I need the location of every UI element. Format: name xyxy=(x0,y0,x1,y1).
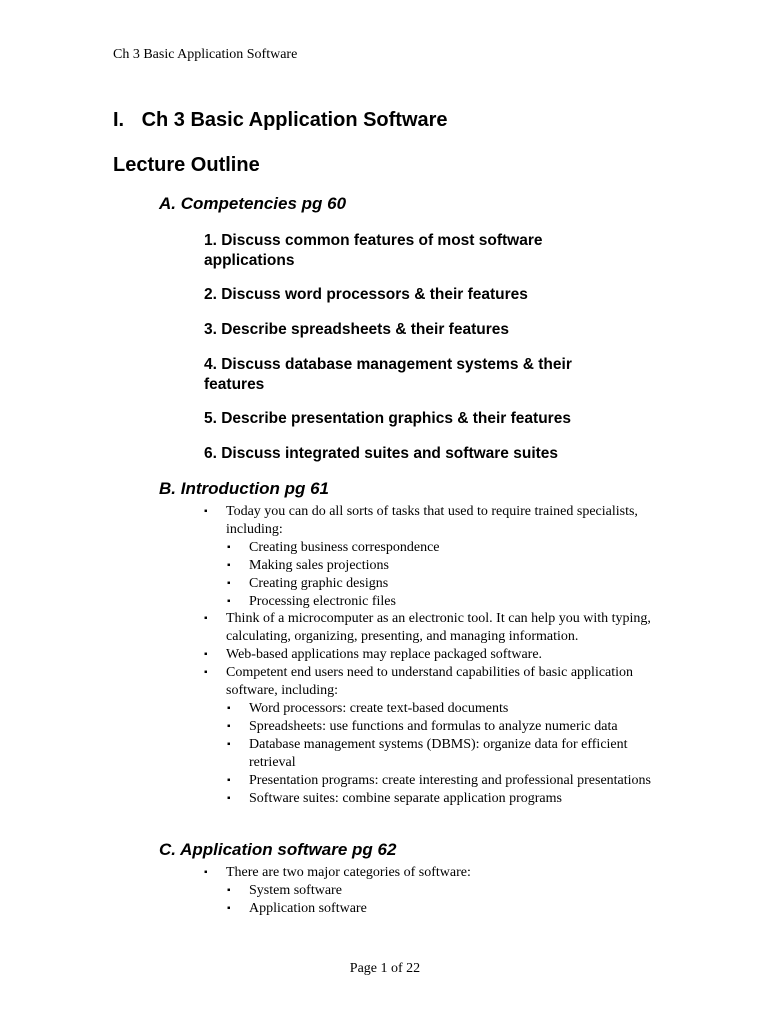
list-item-text: Spreadsheets: use functions and formulas to analyze numeric data xyxy=(249,718,618,734)
competency-item-3: 3. Describe spreadsheets & their features xyxy=(204,321,509,338)
list-item-text: Web-based applications may replace packaged software. xyxy=(226,647,543,663)
bullet-icon: ▪ xyxy=(227,595,231,607)
list-item xyxy=(227,700,674,718)
running-header: Ch 3 Basic Application Software xyxy=(113,47,298,62)
bullet-icon: ▪ xyxy=(227,702,231,714)
list-item-text: Presentation programs: create interesting and professional presentations xyxy=(249,772,651,788)
list-item xyxy=(204,646,674,664)
bullet-icon: ▪ xyxy=(227,738,231,750)
competency-item-1: 1. Discuss common features of most software applications xyxy=(204,232,543,269)
bullet-icon: ▪ xyxy=(227,577,231,589)
bullet-icon: ▪ xyxy=(227,792,231,804)
list-item-text: System software xyxy=(249,882,342,898)
list-item-text: Creating business correspondence xyxy=(249,539,440,555)
list-item xyxy=(227,772,674,790)
bullet-icon: ▪ xyxy=(204,506,208,517)
list-item-text: Making sales projections xyxy=(249,557,389,573)
list-item xyxy=(227,882,674,900)
bullet-icon: ▪ xyxy=(227,541,231,553)
bullet-icon: ▪ xyxy=(227,902,231,914)
list-item-text: Word processors: create text-based documents xyxy=(249,700,509,716)
list-item xyxy=(204,610,674,646)
bullet-icon: ▪ xyxy=(227,720,231,732)
section-b-list xyxy=(204,503,674,807)
bullet-icon: ▪ xyxy=(227,884,231,896)
competency-item-5: 5. Describe presentation graphics & their features xyxy=(204,410,571,427)
list-item xyxy=(227,900,674,918)
list-item-text: Think of a microcomputer as an electronic tool. It can help you with typing, calculating, organizing, presenting, and managing information. xyxy=(226,611,651,645)
list-item-text: Processing electronic files xyxy=(249,593,396,609)
list-item xyxy=(227,539,674,557)
list-item xyxy=(227,557,674,575)
list-item xyxy=(227,718,674,736)
competency-item-2: 2. Discuss word processors & their features xyxy=(204,286,528,303)
list-item xyxy=(204,664,674,700)
bullet-icon: ▪ xyxy=(227,559,231,571)
bullet-icon: ▪ xyxy=(204,667,208,679)
document-title xyxy=(113,109,448,132)
list-item-text: There are two major categories of software: xyxy=(226,865,471,880)
section-a-heading: A. Competencies pg 60 xyxy=(159,194,347,213)
bullet-icon: ▪ xyxy=(204,867,208,878)
title-number: I. xyxy=(113,109,125,131)
list-item-text: Creating graphic designs xyxy=(249,575,389,591)
bullet-icon: ▪ xyxy=(227,774,231,786)
list-item-text: Database management systems (DBMS): organize data for efficient retrieval xyxy=(249,736,628,770)
list-item-text: Application software xyxy=(249,900,367,916)
page-number-footer: Page 1 of 22 xyxy=(349,961,421,976)
bullet-icon: ▪ xyxy=(204,649,208,661)
competency-item-4: 4. Discuss database management systems & their features xyxy=(204,356,572,393)
list-item xyxy=(227,593,674,611)
section-c-heading: C. Application software pg 62 xyxy=(159,840,397,859)
list-item-text: Competent end users need to understand capabilities of basic application software, including: xyxy=(226,665,634,699)
list-item-text: Software suites: combine separate application programs xyxy=(249,790,562,806)
title-text: Ch 3 Basic Application Software xyxy=(141,109,448,131)
lecture-outline-heading: Lecture Outline xyxy=(113,154,260,176)
list-item xyxy=(227,790,674,808)
list-item xyxy=(227,736,674,772)
competency-item-6: 6. Discuss integrated suites and software suites xyxy=(204,445,559,462)
section-b-heading: B. Introduction pg 61 xyxy=(159,479,329,498)
list-item xyxy=(204,503,674,539)
list-item xyxy=(227,575,674,593)
list-item-text: Today you can do all sorts of tasks that used to require trained specialists, including: xyxy=(226,504,638,537)
section-c-list xyxy=(204,864,674,918)
list-item xyxy=(204,864,674,882)
bullet-icon: ▪ xyxy=(204,613,208,625)
